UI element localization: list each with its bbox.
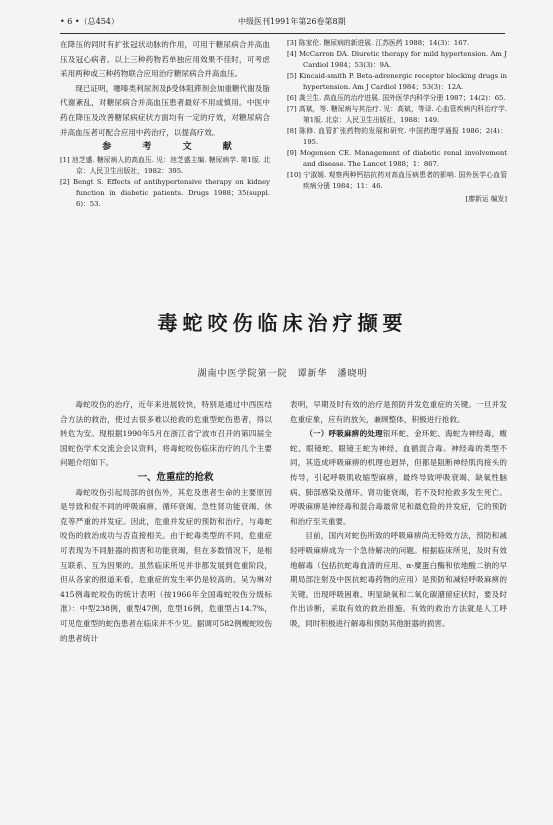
article-title: 毒蛇咬伤临床治疗撷要 xyxy=(157,311,408,335)
paragraph: 现已证明，噻嗪类利尿剂及β受体阻滞剂会加重糖代谢及脂代谢紊乱，对糖尿病合并高血压患者最好不用或慎用。中医中药在降压及改善糖尿病症状方面均有一定的疗效，对糖尿病合并高血压者可配合应用中药治疗，以提高疗效。 xyxy=(60,83,270,137)
journal-issue: 中级医刊1991年第26卷第8期 xyxy=(238,17,346,26)
paragraph: 表明，早期及时有效的治疗是预防并发危重症的关键。一旦并发危重症象，应有的放矢，兼顾整体，积极进行抢救。 xyxy=(290,400,507,424)
running-header xyxy=(60,14,505,30)
reference-item: [10] 宁淑媛. 观察两种钙拮抗药对高血压病患者的影响. 国外医学心血管疾病分册 1984；11：46. xyxy=(287,171,507,190)
reference-item: [9] Mogensen CE. Management of diabetic renal involvement and disease. The Lancet 1988；1：867. xyxy=(287,149,507,168)
header-rule xyxy=(60,33,505,34)
paragraph: 目前，国内对蛇伤所致的呼吸麻痹尚无特效方法，预防和减轻呼吸麻痹成为一个急待解决的问题。根据临床所见，及时有效地解毒（包括抗蛇毒血清的应用、α-糜蛋白酶和依地酸二钠的早期局部注射及中医抗蛇毒药物的应用）是预防和减轻呼吸麻痹的关键。出现呼吸困难、明显缺氧和二氧化碳潴留症状时，要及时作出诊断，采取有效的救治措施。有效的救治方法就是人工呼吸，同时积极进行解毒和预防其他脏器的损害。 xyxy=(290,531,507,628)
reference-item: [5] Kincaid-smith P. Beta-adrenergic receptor blocking drugs in hypertension. Am J Cardiol 1984；53(3)：12A. xyxy=(287,72,507,91)
reference-item: [3] 陈家伦. 糖尿病的新进展. 江苏医药 1988；14(3)：167. xyxy=(287,39,470,47)
intro-paragraph: 毒蛇咬伤的治疗，近年来进展较快，特别是通过中西医结合方法的救治，使过去很多难以抢救的危重型蛇伤患者，得以转危为安。现根据1990年5月在浙江省宁波市召开的第四届全国蛇伤学术交流会会议资料，将毒蛇咬伤临床治疗的几个主要问题介绍如下。 xyxy=(60,400,272,468)
reference-item: [2] Bengt S. Effects of antihypertensive therapy on kidney function in diabetic patients. Drugs 1988；35(suppl. 6)：53. xyxy=(60,177,270,208)
reference-item: [1] 池芝盛. 糖尿病人的高血压. 见：池芝盛主编. 糖尿病学. 第1版. 北京：人民卫生出版社，1982：395. xyxy=(60,155,270,175)
top-left-column xyxy=(60,38,270,290)
reference-item: [7] 高斌，等. 糖尿病与其治疗. 见：高斌，等译. 心血管疾病内科治疗学. 第1版. 北京：人民卫生出版社，1988：149. xyxy=(287,105,507,124)
paragraph: 在降压的同时有扩张冠状动脉的作用，可用于糖尿病合并高血压及冠心病者。以上三种药物若单独应用效果不佳时，可考虑采用两种或三种药物联合应用治疗糖尿病合并高血压。 xyxy=(60,40,270,79)
paragraph: 毒蛇咬伤引起局部的创伤外，其危及患者生命的主要原因是导致和促不同的呼吸麻痹、循环衰竭、急性肾功能衰竭、休克等严重的并发症。因此，危重并发症的预防和治疗，与毒蛇咬伤的救治成功与否直接相关。由于蛇毒类型的不同，危重症可表现为不同脏器的损害和功能衰竭，但在多数情况下，是相互联系、互为因果的。虽然临床所见并非都发展到危重阶段，但从各家的报道来看，危重症的发生率仍是较高的。吴为琳对415例毒蛇咬伤的统计表明（按1966年全国毒蛇咬伤分级标准）：中型238例，重型47例，危型16例，危重型占14.7%，可见危重型的蛇伤患者在临床并不少见。据调可582例蝮蛇咬伤的患者统计 xyxy=(60,487,272,643)
section-heading: 一、危重症的抢救 xyxy=(137,471,214,483)
reference-item: [4] McCarron DA. Diuretic therapy for mild hypertension. Am J Cardiol 1984；53(3)：9A. xyxy=(287,50,507,69)
subsection-heading: （一）呼吸麻痹的处理 xyxy=(305,429,383,439)
reference-item: [6] 龚兰生. 高血压的治疗进展. 国外医学内科学分册 1987；14(2)：65. xyxy=(287,94,506,102)
subsection-text: 银环蛇、金环蛇、海蛇为神经毒，蝮蛇、眼镜蛇、眼镜王蛇为神经、血循混合毒。神经毒的类型不同，其造成呼吸麻痹的机理也迥异，但都是阻断神经肌肉接头的传导，引起呼吸肌收缩型麻痹，最终导致呼吸衰竭、缺氧性脑病、肺部感染及循环、肾功能衰竭，若不及时抢救多发生死亡。呼吸麻痹是神经毒和混合毒最常见和最危险的并发症，它的预防和治疗至关重要。 xyxy=(290,429,507,526)
bottom-left-column xyxy=(60,398,272,818)
references-heading: 参 考 文 献 xyxy=(102,142,246,153)
reference-item: [8] 陈修. 血管扩张药物的发展和研究. 中国药理学通报 1986；2(4)：195. xyxy=(287,127,507,146)
article-authors: 湖南中医学院第一院 谭新华 潘晓明 xyxy=(197,369,368,379)
subsection-paragraph xyxy=(290,427,507,529)
bottom-right-column xyxy=(290,398,507,770)
editor-mark: [廖新运 编发] xyxy=(465,195,507,203)
page-number: • 6 •（总454） xyxy=(60,17,119,26)
